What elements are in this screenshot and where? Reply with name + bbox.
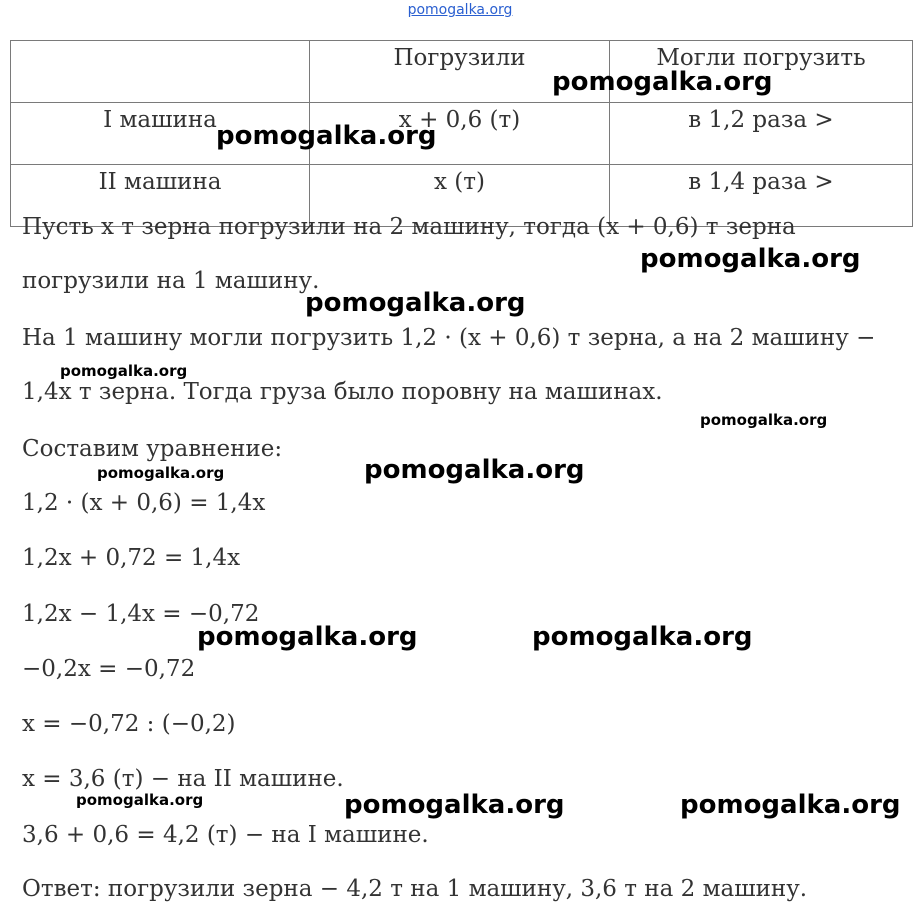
solution-line: погрузили на 1 машину. [22,268,320,294]
table-cell: в 1,2 раза > [610,103,913,165]
watermark: pomogalka.org [76,791,204,809]
site-link[interactable]: pomogalka.org [407,2,513,18]
watermark: pomogalka.org [216,121,437,151]
watermark: pomogalka.org [60,362,188,380]
watermark: pomogalka.org [680,790,901,820]
equation-line: x = −0,72 : (−0,2) [22,711,236,737]
watermark: pomogalka.org [364,455,585,485]
solution-line: 1,4x т зерна. Тогда груза было поровну на машинах. [22,379,663,405]
solution-line: Составим уравнение: [22,436,283,462]
equation-line: −0,2x = −0,72 [22,656,196,682]
table-cell: II машина [11,165,310,227]
watermark: pomogalka.org [344,790,565,820]
table-cell: I машина [11,103,310,165]
watermark: pomogalka.org [532,622,753,652]
equation-line: x = 3,6 (т) − на II машине. [22,766,344,792]
watermark: pomogalka.org [552,67,773,97]
watermark: pomogalka.org [97,464,225,482]
equation-line: 1,2 · (x + 0,6) = 1,4x [22,490,266,516]
answer-line: Ответ: погрузили зерна − 4,2 т на 1 машину, 3,6 т на 2 машину. [22,876,808,902]
loading-table [10,40,913,227]
solution-line: Пусть x т зерна погрузили на 2 машину, тогда (x + 0,6) т зерна [22,214,796,240]
solution-line: На 1 машину могли погрузить 1,2 · (x + 0,6) т зерна, а на 2 машину − [22,325,876,351]
equation-line: 1,2x − 1,4x = −0,72 [22,601,260,627]
watermark: pomogalka.org [700,411,828,429]
equation-line: 1,2x + 0,72 = 1,4x [22,545,241,571]
table-cell: в 1,4 раза > [610,165,913,227]
table-header-cell: Могли погрузить [610,41,913,103]
table-row [11,103,913,165]
table-header-cell [11,41,310,103]
watermark: pomogalka.org [197,622,418,652]
watermark: pomogalka.org [640,244,861,274]
table-cell: x + 0,6 (т) [310,103,610,165]
table-cell: x (т) [310,165,610,227]
watermark: pomogalka.org [305,288,526,318]
equation-line: 3,6 + 0,6 = 4,2 (т) − на I машине. [22,822,429,848]
table-header-cell: Погрузили [310,41,610,103]
table-header-row [11,41,913,103]
